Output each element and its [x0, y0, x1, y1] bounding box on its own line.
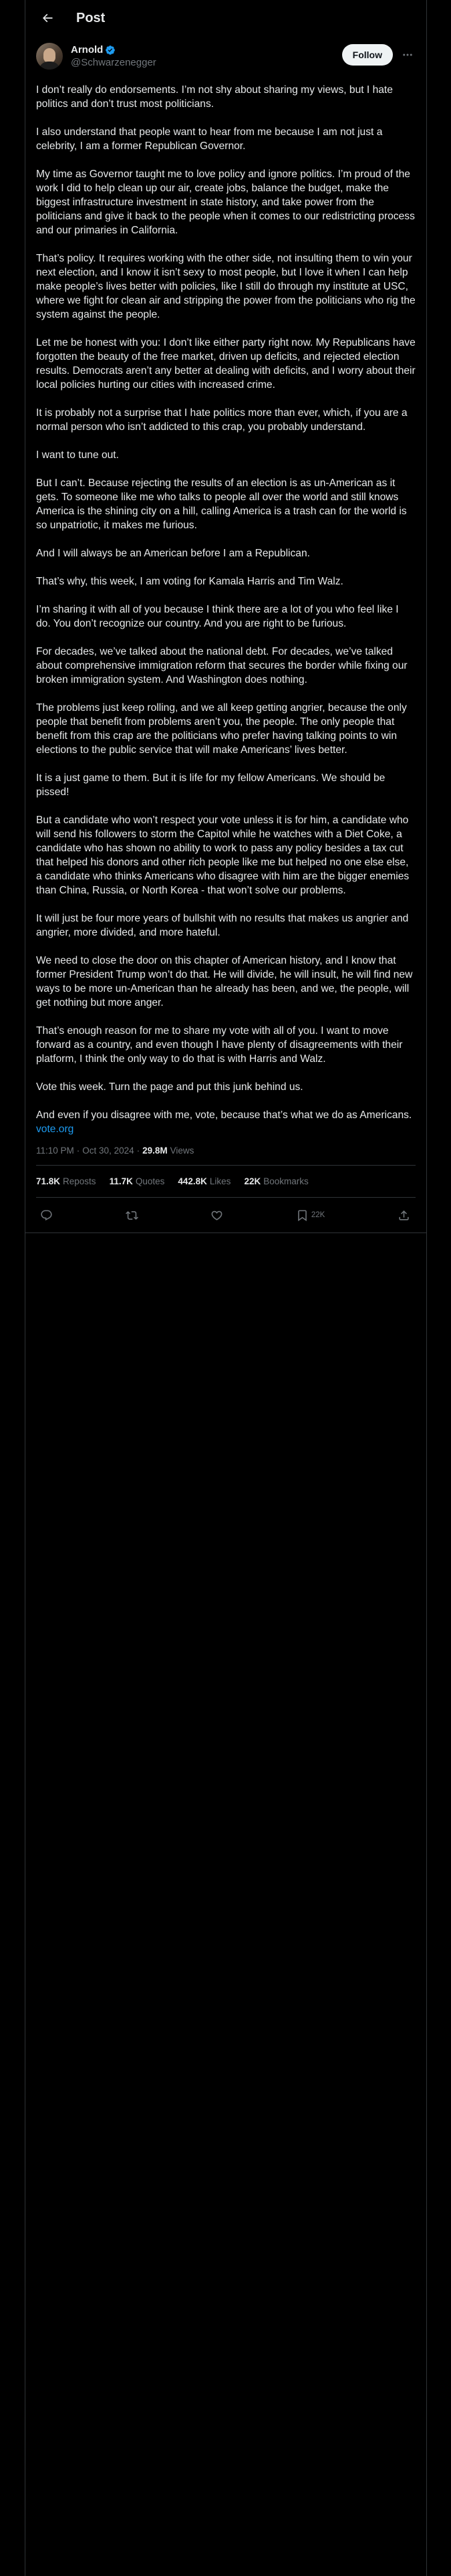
more-button[interactable] — [400, 47, 416, 63]
divider-bottom — [25, 1232, 426, 1233]
tweet-paragraphs — [36, 83, 416, 1094]
tweet-paragraph: I want to tune out. — [36, 449, 119, 461]
reposts-stat[interactable] — [36, 1176, 96, 1186]
tweet-paragraph: That’s why, this week, I am voting for Kamala Harris and Tim Walz. — [36, 576, 343, 587]
follow-button[interactable]: Follow — [342, 44, 393, 66]
likes-label: Likes — [209, 1176, 231, 1186]
avatar[interactable] — [36, 43, 63, 70]
top-bar — [25, 0, 426, 36]
tweet-last-text: And even if you disagree with me, vote, because that’s what we do as Americans. — [36, 1109, 412, 1121]
bookmark-count: 22K — [311, 1211, 325, 1219]
views-count: 29.8M — [142, 1146, 168, 1156]
bookmarks-label: Bookmarks — [263, 1176, 309, 1186]
reply-icon — [40, 1209, 53, 1222]
back-arrow-icon — [41, 11, 54, 25]
quotes-count: 11.7K — [109, 1176, 133, 1186]
tweet-paragraph-last — [36, 1108, 416, 1136]
like-button[interactable] — [210, 1209, 223, 1222]
meta-separator-2: · — [136, 1146, 140, 1156]
tweet-paragraph: We need to close the door on this chapter of American history, and I know that former President Trump won’t do that. He will divide, he will insult, he will find new ways to be more un-American than he already has been, and we, the people, will get nothing but more anger. — [36, 955, 413, 1008]
main-column — [25, 0, 427, 2576]
likes-count: 442.8K — [178, 1176, 207, 1186]
bookmarks-stat[interactable] — [244, 1176, 308, 1186]
likes-stat[interactable] — [178, 1176, 231, 1186]
tweet-paragraph: It will just be four more years of bullshit with no results that makes us angrier and angrier, more divided, and more hateful. — [36, 913, 409, 938]
meta-separator: · — [76, 1146, 80, 1156]
bookmark-icon — [296, 1209, 309, 1222]
author-row — [25, 36, 426, 75]
tweet-paragraph: I don’t really do endorsements. I’m not shy about sharing my views, but I hate politics and don’t trust most politicians. — [36, 84, 393, 110]
tweet-paragraph: But a candidate who won’t respect your vote unless it is for him, a candidate who will send his followers to storm the Capitol while he watches with a Diet Coke, a candidate who has shown no ability to work to pass any policy besides a tax cut that helped his donors and other rich people like me but helped no one else else, a candidate who thinks Americans who disagree with him are the bigger enemies than China, Russia, or North Korea - that won’t solve our problems. — [36, 815, 410, 896]
tweet-paragraph: My time as Governor taught me to love policy and ignore politics. I’m proud of the work I did to help clean up our air, create jobs, balance the budget, make the biggest infrastructure investment in state history, and take power from the politicians and give it back to the people when it comes to our redistricting process and our primaries in California. — [36, 169, 415, 236]
tweet-paragraph: But I can’t. Because rejecting the results of an election is as un-American as it gets. To someone like me who talks to people all over the world and still knows America is the shining city on a hill, calling America is a trash can for the world is so unpatriotic, it makes me furious. — [36, 477, 407, 531]
tweet-paragraph: It is a just game to them. But it is life for my fellow Americans. We should be pissed! — [36, 772, 386, 798]
action-bar — [25, 1198, 426, 1232]
back-button[interactable] — [36, 7, 59, 29]
repost-button[interactable] — [126, 1209, 138, 1222]
tweet-paragraph: Vote this week. Turn the page and put this junk behind us. — [36, 1081, 303, 1093]
author-names — [71, 44, 156, 69]
author-handle[interactable]: @Schwarzenegger — [71, 57, 156, 68]
engagement-stats — [25, 1166, 426, 1197]
tweet-paragraph: And I will always be an American before I am a Republican. — [36, 548, 310, 559]
share-button[interactable] — [398, 1209, 410, 1222]
tweet-paragraph: I’m sharing it with all of you because I think there are a lot of you who feel like I do. You don’t recognize our country. And you are right to be furious. — [36, 604, 399, 629]
repost-icon — [126, 1209, 138, 1222]
tweet-meta — [25, 1136, 426, 1165]
quotes-label: Quotes — [135, 1176, 165, 1186]
quotes-stat[interactable] — [110, 1176, 165, 1186]
tweet-date[interactable]: Oct 30, 2024 — [82, 1146, 134, 1156]
tweet-paragraph: It is probably not a surprise that I hate politics more than ever, which, if you are a normal person who isn’t addicted to this crap, you probably understand. — [36, 407, 408, 433]
share-icon — [398, 1209, 410, 1222]
bookmarks-count: 22K — [244, 1176, 261, 1186]
tweet-paragraph: Let me be honest with you: I don’t like either party right now. My Republicans have forgotten the beauty of the free market, driven up deficits, and rejected election results. Democrats aren’t any better at dealing with deficits, and I worry about their local policies hurting our cities with increased crime. — [36, 337, 416, 391]
like-icon — [210, 1209, 223, 1222]
verified-badge-icon[interactable] — [105, 45, 116, 56]
tweet-paragraph: I also understand that people want to hear from me because I am not just a celebrity, I am a former Republican Governor. — [36, 126, 383, 152]
author-name-line — [71, 44, 156, 56]
tweet-paragraph: For decades, we’ve talked about the national debt. For decades, we’ve talked about comprehensive immigration reform that secures the border while fixing our broken immigration system. And Washington does nothing. — [36, 646, 408, 685]
author-name[interactable]: Arnold — [71, 44, 104, 56]
tweet-paragraph: That’s policy. It requires working with the other side, not insulting them to win your next election, and I know it isn’t sexy to most people, but I love it when I can help make people’s lives better with policies, like I still do through my institute at USC, where we fight for clean air and stripping the power from the politicians who rig the system against the people. — [36, 253, 416, 320]
tweet-body — [25, 75, 426, 1136]
reposts-count: 71.8K — [36, 1176, 61, 1186]
more-icon — [402, 49, 414, 61]
bookmark-button[interactable] — [296, 1209, 325, 1222]
tweet-paragraph: The problems just keep rolling, and we all keep getting angrier, because the only people that benefit from problems aren’t you, the people. The only people that benefit from this crap are the politicians who prefer having talking points to win elections to the public service that will make Americans’ lives better. — [36, 702, 407, 756]
reposts-label: Reposts — [63, 1176, 96, 1186]
tweet-time[interactable]: 11:10 PM — [36, 1146, 74, 1156]
reply-button[interactable] — [40, 1209, 53, 1222]
page-title: Post — [76, 10, 106, 25]
views-label: Views — [170, 1146, 194, 1156]
tweet-paragraph: That’s enough reason for me to share my vote with all of you. I want to move forward as a country, and even though I have plenty of disagreements with their platform, I think the only way to do that is with Harris and Walz. — [36, 1025, 403, 1065]
vote-org-link[interactable]: vote.org — [36, 1123, 74, 1135]
